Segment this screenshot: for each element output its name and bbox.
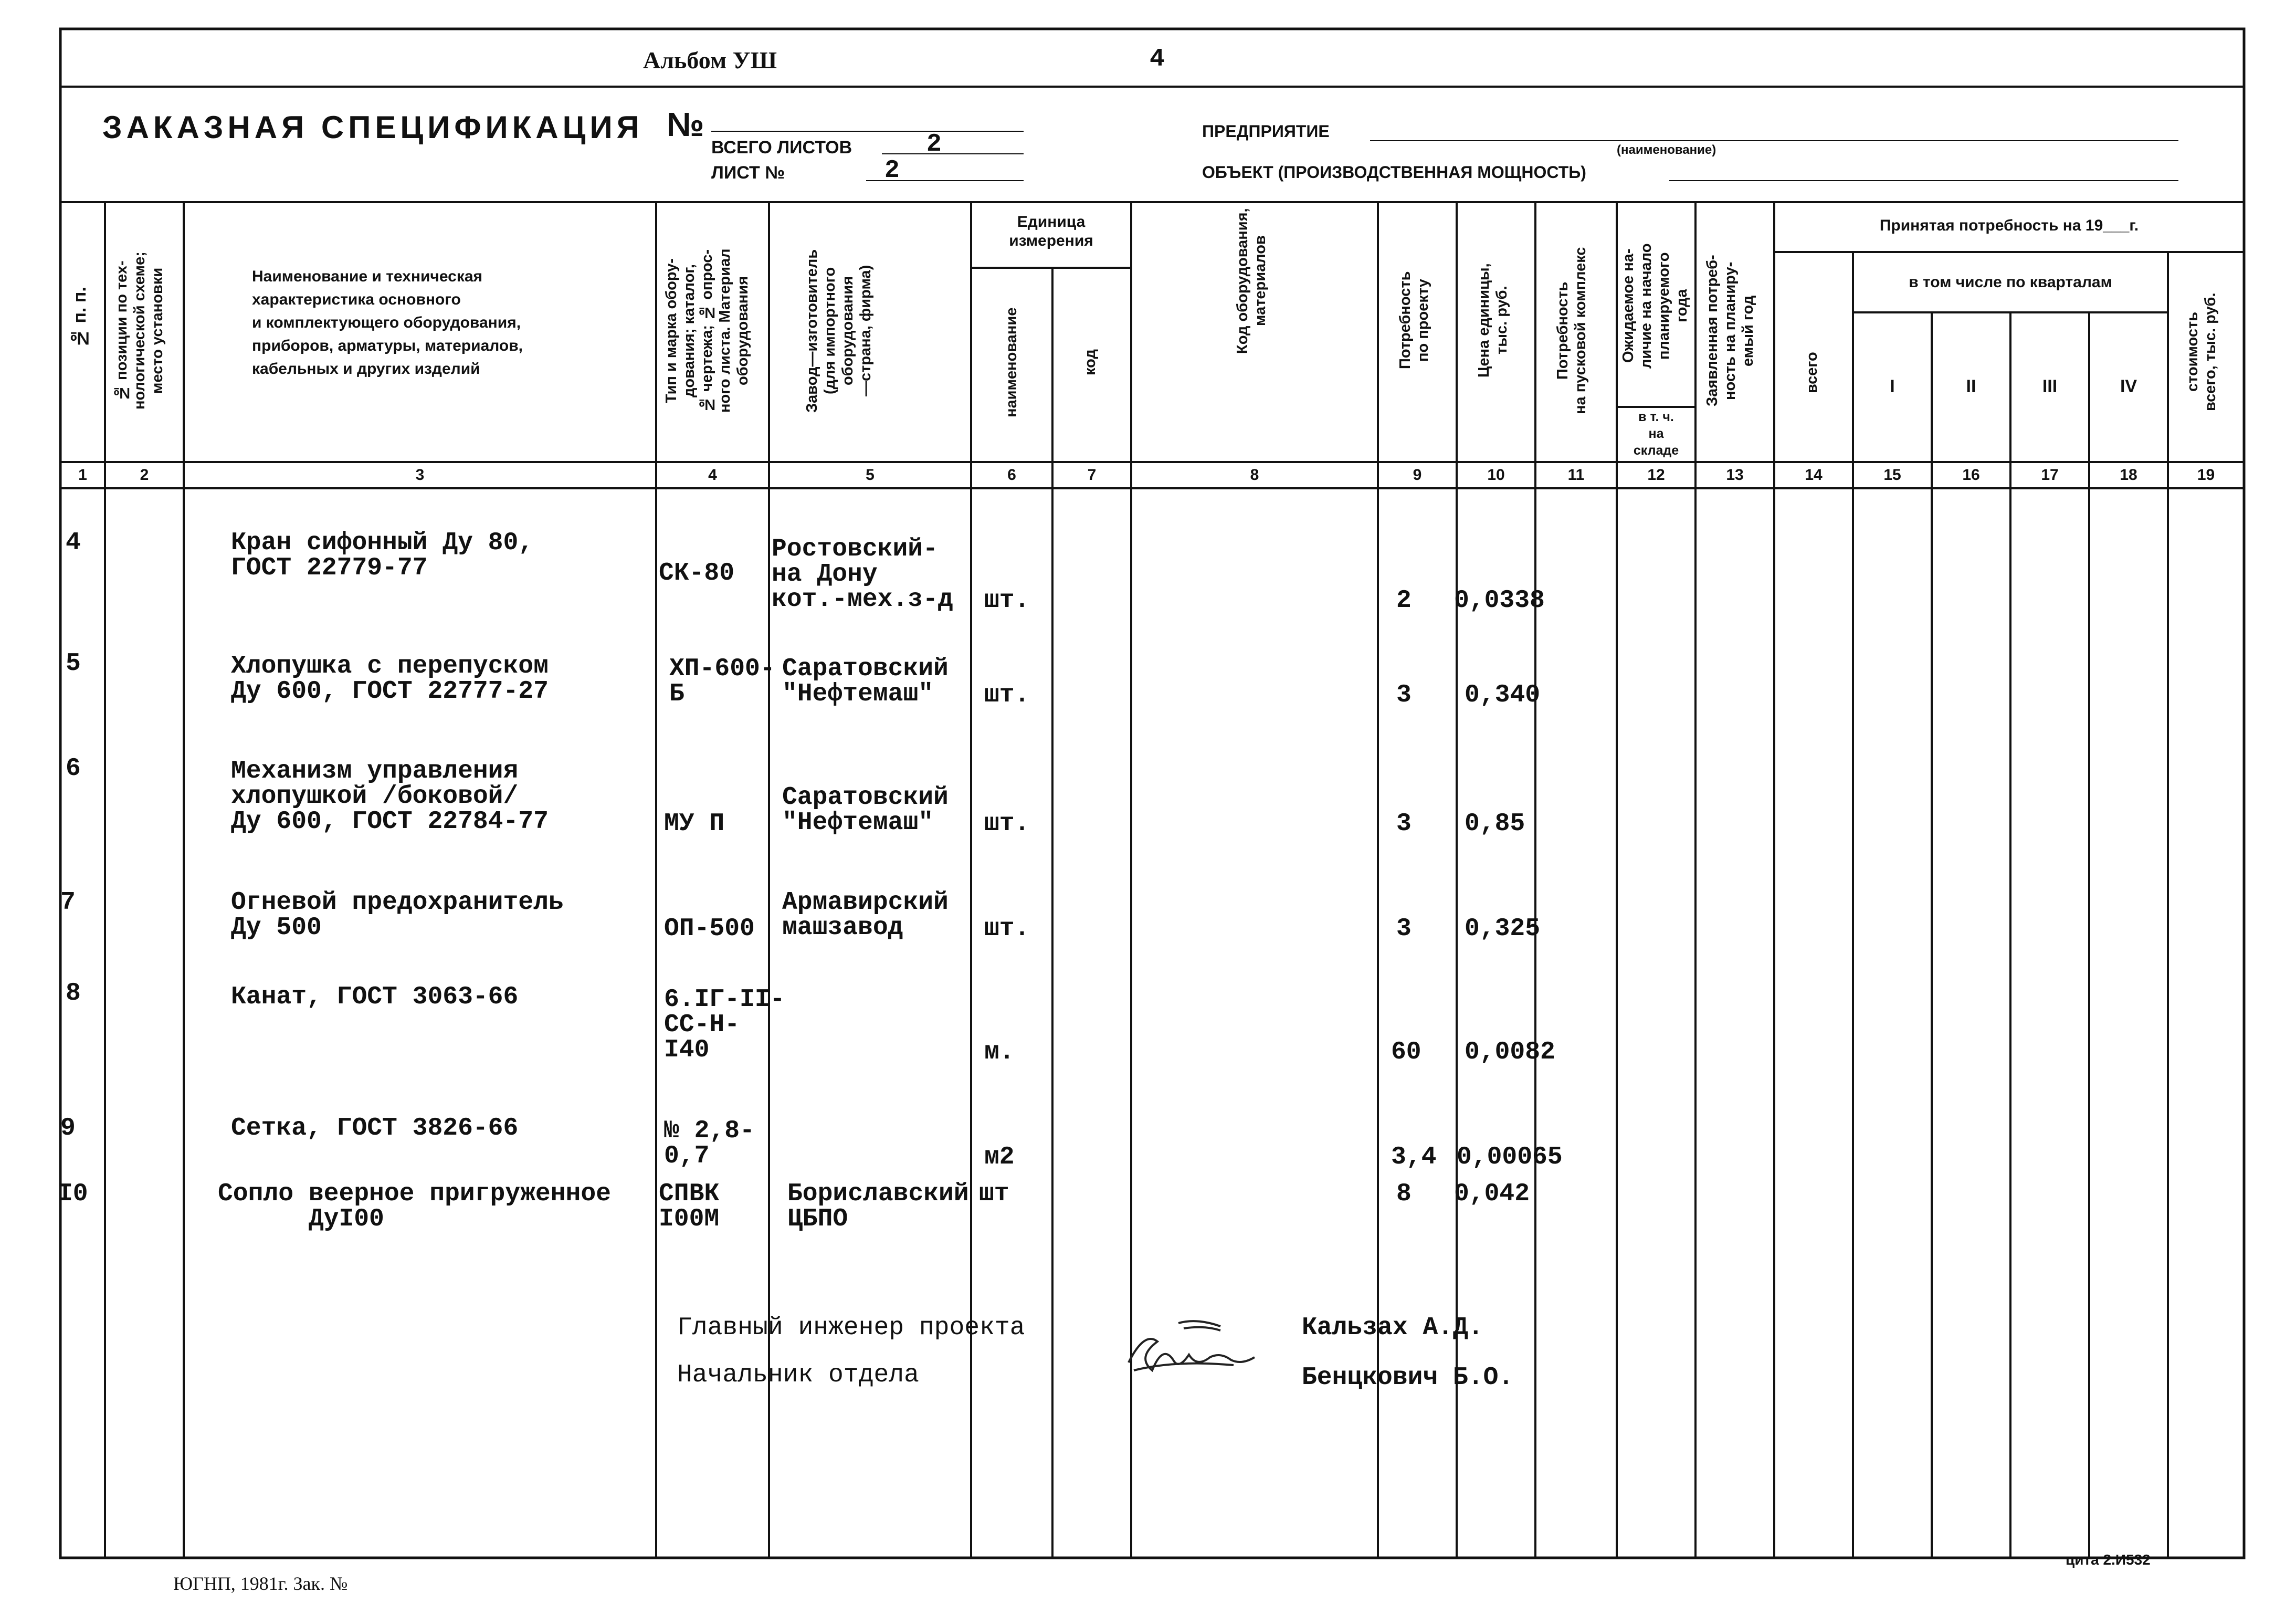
col-12-header: Ожидаемое на- личие на начало планируемого года — [1620, 243, 1690, 369]
col-number-3: 3 — [415, 466, 425, 484]
object-label: ОБЪЕКТ (ПРОИЗВОДСТВЕННАЯ МОЩНОСТЬ) — [1202, 163, 1586, 182]
row-type: ХП-600- Б — [669, 655, 775, 708]
col-number-4: 4 — [708, 466, 717, 484]
col-number-7: 7 — [1087, 466, 1097, 484]
col-19-header: стоимость всего, тыс. руб. — [2184, 292, 2219, 411]
row-qty: 3 — [1396, 915, 1412, 943]
col-3-line-4: приборов, арматуры, материалов, — [252, 337, 523, 354]
unit-group-header: Единица измерения — [1009, 213, 1093, 249]
col-number-1: 1 — [78, 466, 87, 484]
col-3-header — [252, 265, 523, 381]
row-number: 8 — [66, 979, 81, 1008]
col-number-12: 12 — [1647, 466, 1665, 484]
row-name: Сетка, ГОСТ 3826-66 — [231, 1114, 519, 1143]
col-11-header: Потребность на пусковой комплекс — [1554, 247, 1589, 415]
col-number-2: 2 — [140, 466, 149, 484]
col-number-13: 13 — [1726, 466, 1744, 484]
row-qty: 8 — [1396, 1180, 1412, 1208]
row-unit: м. — [984, 1038, 1015, 1066]
row-number: 6 — [66, 754, 81, 783]
row-number: 4 — [66, 529, 81, 557]
sheet-label: ЛИСТ № — [711, 163, 785, 183]
row-number: 9 — [60, 1114, 76, 1143]
row-price: 0,340 — [1465, 681, 1541, 709]
total-sheets-value: 2 — [926, 130, 942, 159]
accepted-header: Принятая потребность на 19___г. — [1879, 217, 2139, 234]
q3-header: III — [2042, 376, 2058, 396]
row-type: СПВК I00М — [659, 1180, 720, 1233]
col-3-line-5: кабельных и других изделий — [252, 360, 480, 378]
row-maker: Ростовский- на Дону кот.-мех.з-д — [772, 535, 953, 614]
row-unit: шт. — [984, 586, 1030, 615]
stamp-code: цита 2.И532 — [2066, 1552, 2151, 1568]
col-number-8: 8 — [1250, 466, 1259, 484]
row-unit: шт. — [984, 915, 1030, 943]
col-number-15: 15 — [1883, 466, 1901, 484]
row-unit: шт. — [984, 810, 1030, 838]
q4-header: IV — [2120, 376, 2137, 396]
col-3-line-1: Наименование и техническая — [252, 268, 483, 285]
row-type: № 2,8- 0,7 — [664, 1117, 755, 1170]
row-price: 0,0338 — [1454, 586, 1545, 615]
row-name: Кран сифонный Ду 80, ГОСТ 22779-77 — [231, 529, 534, 582]
col-number-9: 9 — [1413, 466, 1422, 484]
col-number-19: 19 — [2197, 466, 2215, 484]
col-1-header: № п. п. — [70, 287, 90, 349]
col-number-16: 16 — [1962, 466, 1980, 484]
sheet-value: 2 — [884, 156, 900, 185]
quarters-header: в том числе по кварталам — [1909, 274, 2112, 291]
row-maker: Саратовский "Нефтемаш" — [782, 783, 949, 837]
row-name: Сопло веерное пригруженное ДуI00 — [218, 1180, 611, 1233]
row-number: 5 — [66, 649, 81, 678]
row-name: Огневой предохранитель Ду 500 — [231, 888, 564, 942]
row-type: 6.IГ-II- СС-Н- I40 — [664, 986, 785, 1064]
col-3-line-2: характеристика основного — [252, 291, 461, 308]
department-head-title: Начальник отдела — [677, 1361, 919, 1389]
col-5-header: Завод—изготовитель (для импортного оборудования —страна, фирма) — [804, 249, 874, 413]
doc-title: ЗАКАЗНАЯ СПЕЦИФИКАЦИЯ — [102, 110, 644, 145]
col-14-header: всего — [1804, 352, 1820, 394]
page-number: 4 — [1150, 45, 1165, 74]
signature-scribble — [1123, 1313, 1276, 1381]
col-number-10: 10 — [1487, 466, 1505, 484]
col-3-line-3: и комплектующего оборудования, — [252, 314, 521, 331]
row-unit: м2 — [984, 1143, 1015, 1171]
enterprise-label: ПРЕДПРИЯТИЕ — [1202, 122, 1330, 141]
col-number-17: 17 — [2041, 466, 2059, 484]
col-number-6: 6 — [1007, 466, 1016, 484]
col-13-header: Заявленная потреб- ность на планиру- емый год — [1704, 255, 1756, 407]
col-8-header: Код оборудования, материалов — [1234, 208, 1269, 354]
row-type: МУ П — [664, 810, 725, 838]
row-price: 0,325 — [1465, 915, 1541, 943]
row-type: СК-80 — [659, 559, 735, 588]
row-qty: 3 — [1396, 810, 1412, 838]
col-6-header: наименование — [1003, 307, 1020, 417]
row-unit: шт. — [984, 681, 1030, 709]
row-price: 0,0082 — [1465, 1038, 1555, 1066]
row-maker: Бориславский ЦБПО — [787, 1180, 969, 1233]
col-number-14: 14 — [1805, 466, 1823, 484]
number-label: № — [667, 106, 704, 143]
row-name: Канат, ГОСТ 3063-66 — [231, 983, 519, 1011]
row-unit: шт — [979, 1180, 1009, 1208]
row-maker: Саратовский "Нефтемаш" — [782, 655, 949, 708]
row-qty: 2 — [1396, 586, 1412, 615]
chief-engineer-title: Главный инженер проекта — [677, 1314, 1025, 1342]
row-price: 0,00065 — [1457, 1143, 1563, 1171]
row-price: 0,85 — [1465, 810, 1525, 838]
row-number: 7 — [60, 888, 76, 917]
col-10-header: Цена единицы, тыс. руб. — [1476, 263, 1510, 378]
row-type: ОП-500 — [664, 915, 755, 943]
col-7-header: код — [1082, 349, 1099, 375]
row-qty: 3 — [1396, 681, 1412, 709]
total-sheets-label: ВСЕГО ЛИСТОВ — [711, 138, 852, 158]
col-number-18: 18 — [2120, 466, 2137, 484]
row-qty: 60 — [1391, 1038, 1421, 1066]
col-4-header: Тип и марка обору- дования; каталог, № чертежа; № опрос- ного листа. Материал оборудования — [663, 248, 751, 413]
col-number-11: 11 — [1567, 466, 1585, 484]
col-9-header: Потребность по проекту — [1397, 271, 1431, 370]
col-number-5: 5 — [866, 466, 875, 484]
album-label: Альбом УШ — [643, 47, 777, 74]
row-price: 0,042 — [1454, 1180, 1530, 1208]
q1-header: I — [1890, 376, 1895, 396]
row-qty: 3,4 — [1391, 1143, 1437, 1171]
naming-hint: (наименование) — [1617, 143, 1716, 157]
col-12-sub-header: в т. ч. на складе — [1633, 410, 1679, 458]
print-info: ЮГНП, 1981г. Зак. № — [173, 1573, 348, 1594]
row-name: Механизм управления хлопушкой /боковой/ Ду 600, ГОСТ 22784-77 — [231, 757, 549, 836]
row-number: I0 — [58, 1180, 88, 1208]
chief-engineer-name: Кальзах А.Д. — [1302, 1314, 1483, 1342]
row-name: Хлопушка с перепуском Ду 600, ГОСТ 22777-27 — [231, 652, 549, 706]
department-head-name: Бенцкович Б.О. — [1302, 1364, 1514, 1392]
col-2-header: № позиции по тех- нологической схеме; место установки — [113, 251, 166, 410]
row-maker: Армавирский машзавод — [782, 888, 949, 942]
q2-header: II — [1966, 376, 1976, 396]
